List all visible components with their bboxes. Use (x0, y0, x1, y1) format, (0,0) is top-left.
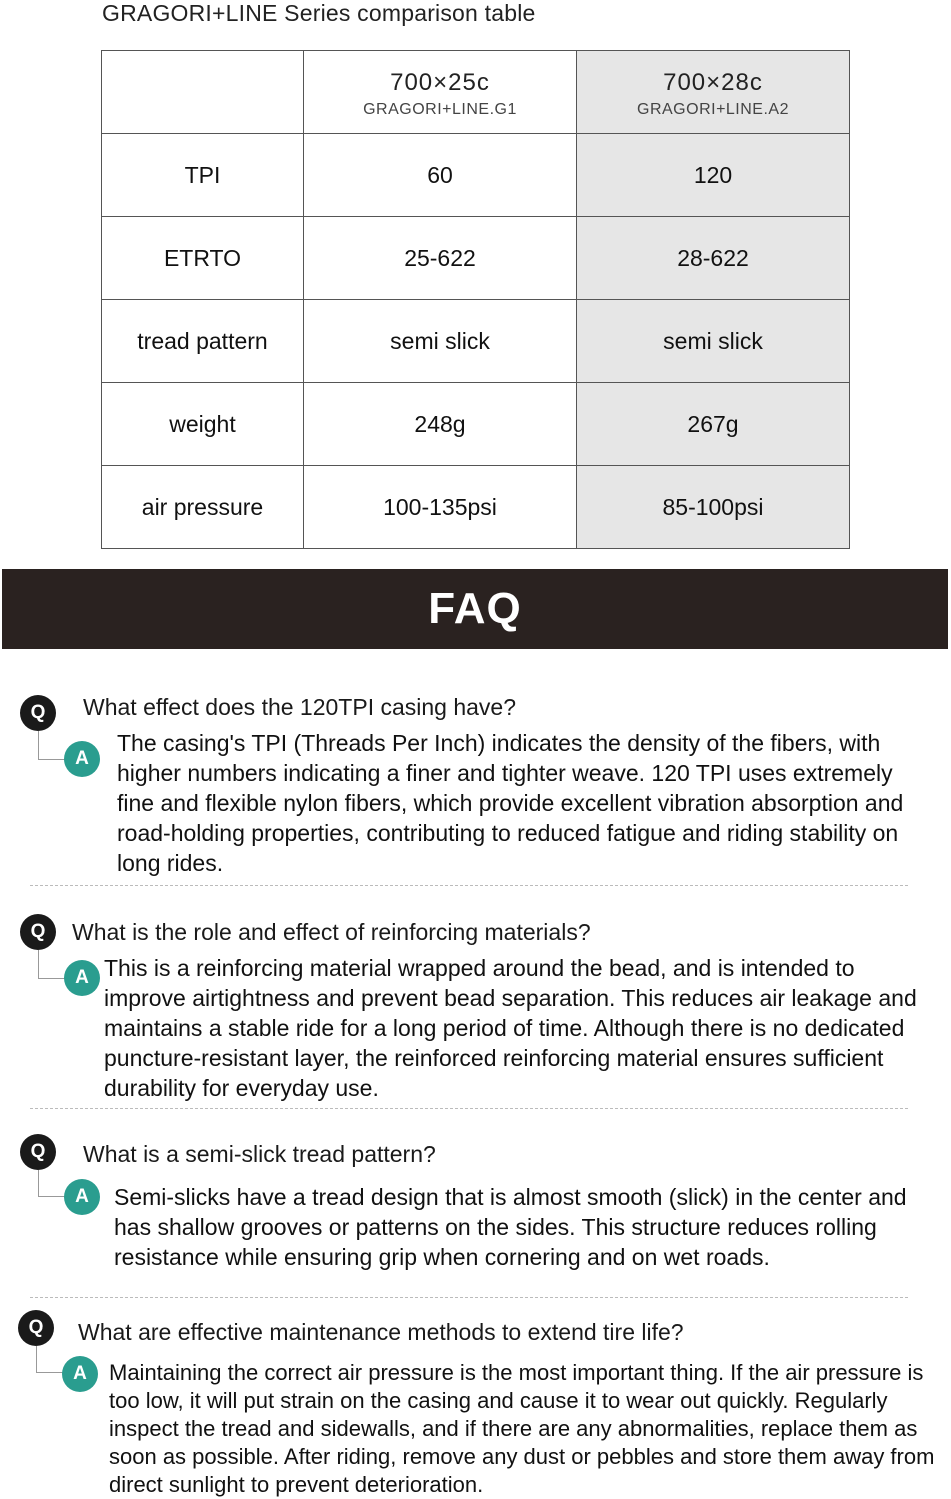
cell-value: 120 (577, 134, 850, 217)
row-label: air pressure (102, 466, 304, 549)
question-badge-icon: Q (20, 695, 56, 731)
table-header-row (102, 51, 850, 134)
cell-value: 85-100psi (577, 466, 850, 549)
answer-badge-icon: A (62, 1356, 98, 1392)
row-label: tread pattern (102, 300, 304, 383)
model-name: GRAGORI+LINE.G1 (363, 101, 517, 118)
table-row (102, 217, 850, 300)
row-label: weight (102, 383, 304, 466)
table-row (102, 300, 850, 383)
cell-value: 267g (577, 383, 850, 466)
table-title: GRAGORI+LINE Series comparison table (102, 0, 536, 26)
question-text: What is a semi-slick tread pattern? (83, 1141, 436, 1167)
model-name: GRAGORI+LINE.A2 (637, 101, 789, 118)
question-text: What effect does the 120TPI casing have? (83, 694, 517, 720)
question-text: What are effective maintenance methods to extend tire life? (78, 1319, 684, 1345)
cell-value: 248g (304, 383, 577, 466)
cell-value: semi slick (304, 300, 577, 383)
header-cell-g1 (304, 51, 577, 134)
table-row (102, 383, 850, 466)
answer-text: Maintaining the correct air pressure is the most important thing. If the air pressure is too low, it will put strain on the casing and cause it to wear out quickly. Regularly inspect the tread and sidewalls, and if there are any abnormalities, replace them as soon as possible. After riding, remove any dust or pebbles and store them away from direct sunlight to prevent deterioration. (109, 1360, 935, 1497)
connector-line (38, 950, 65, 979)
answer-text: Semi-slicks have a tread design that is almost smooth (slick) in the center and has shallow grooves or patterns on the sides. This structure reduces rolling resistance while ensuring grip when cornering and on wet roads. (114, 1184, 907, 1270)
question-text: What is the role and effect of reinforcing materials? (72, 919, 591, 945)
cell-value: 100-135psi (304, 466, 577, 549)
header-empty-cell (102, 51, 304, 134)
connector-line (36, 1346, 63, 1373)
connector-line (38, 1170, 65, 1197)
header-cell-a2 (577, 51, 850, 134)
tire-size-label: 700×25c (390, 69, 490, 96)
table-row (102, 134, 850, 217)
dashed-divider (30, 885, 908, 886)
answer-text: This is a reinforcing material wrapped around the bead, and is intended to improve airtightness and prevent bead separation. This reduces air leakage and maintains a stable ride for a long period of time. Although there is no dedicated puncture-resistant layer, the reinforced reinforcing material ensures sufficient durability for everyday use. (104, 955, 917, 1101)
cell-value: 25-622 (304, 217, 577, 300)
cell-value: 28-622 (577, 217, 850, 300)
answer-badge-icon: A (64, 1179, 100, 1215)
connector-line (38, 731, 65, 760)
faq-banner (2, 569, 948, 649)
dashed-divider (30, 1108, 908, 1109)
answer-text: The casing's TPI (Threads Per Inch) indicates the density of the fibers, with higher numbers indicating a finer and tighter weave. 120 TPI uses extremely fine and flexible nylon fibers, which provide excellent vibration absorption and road-holding properties, contributing to reduced fatigue and riding stability on long rides. (117, 730, 904, 876)
row-label: ETRTO (102, 217, 304, 300)
answer-badge-icon: A (64, 741, 100, 777)
comparison-table (101, 50, 850, 549)
row-label: TPI (102, 134, 304, 217)
question-badge-icon: Q (20, 1134, 56, 1170)
cell-value: semi slick (577, 300, 850, 383)
tire-size-label: 700×28c (663, 69, 763, 96)
question-badge-icon: Q (20, 914, 56, 950)
question-badge-icon: Q (18, 1310, 54, 1346)
table-row (102, 466, 850, 549)
cell-value: 60 (304, 134, 577, 217)
faq-title: FAQ (428, 584, 522, 633)
answer-badge-icon: A (64, 960, 100, 996)
dashed-divider (30, 1297, 908, 1298)
